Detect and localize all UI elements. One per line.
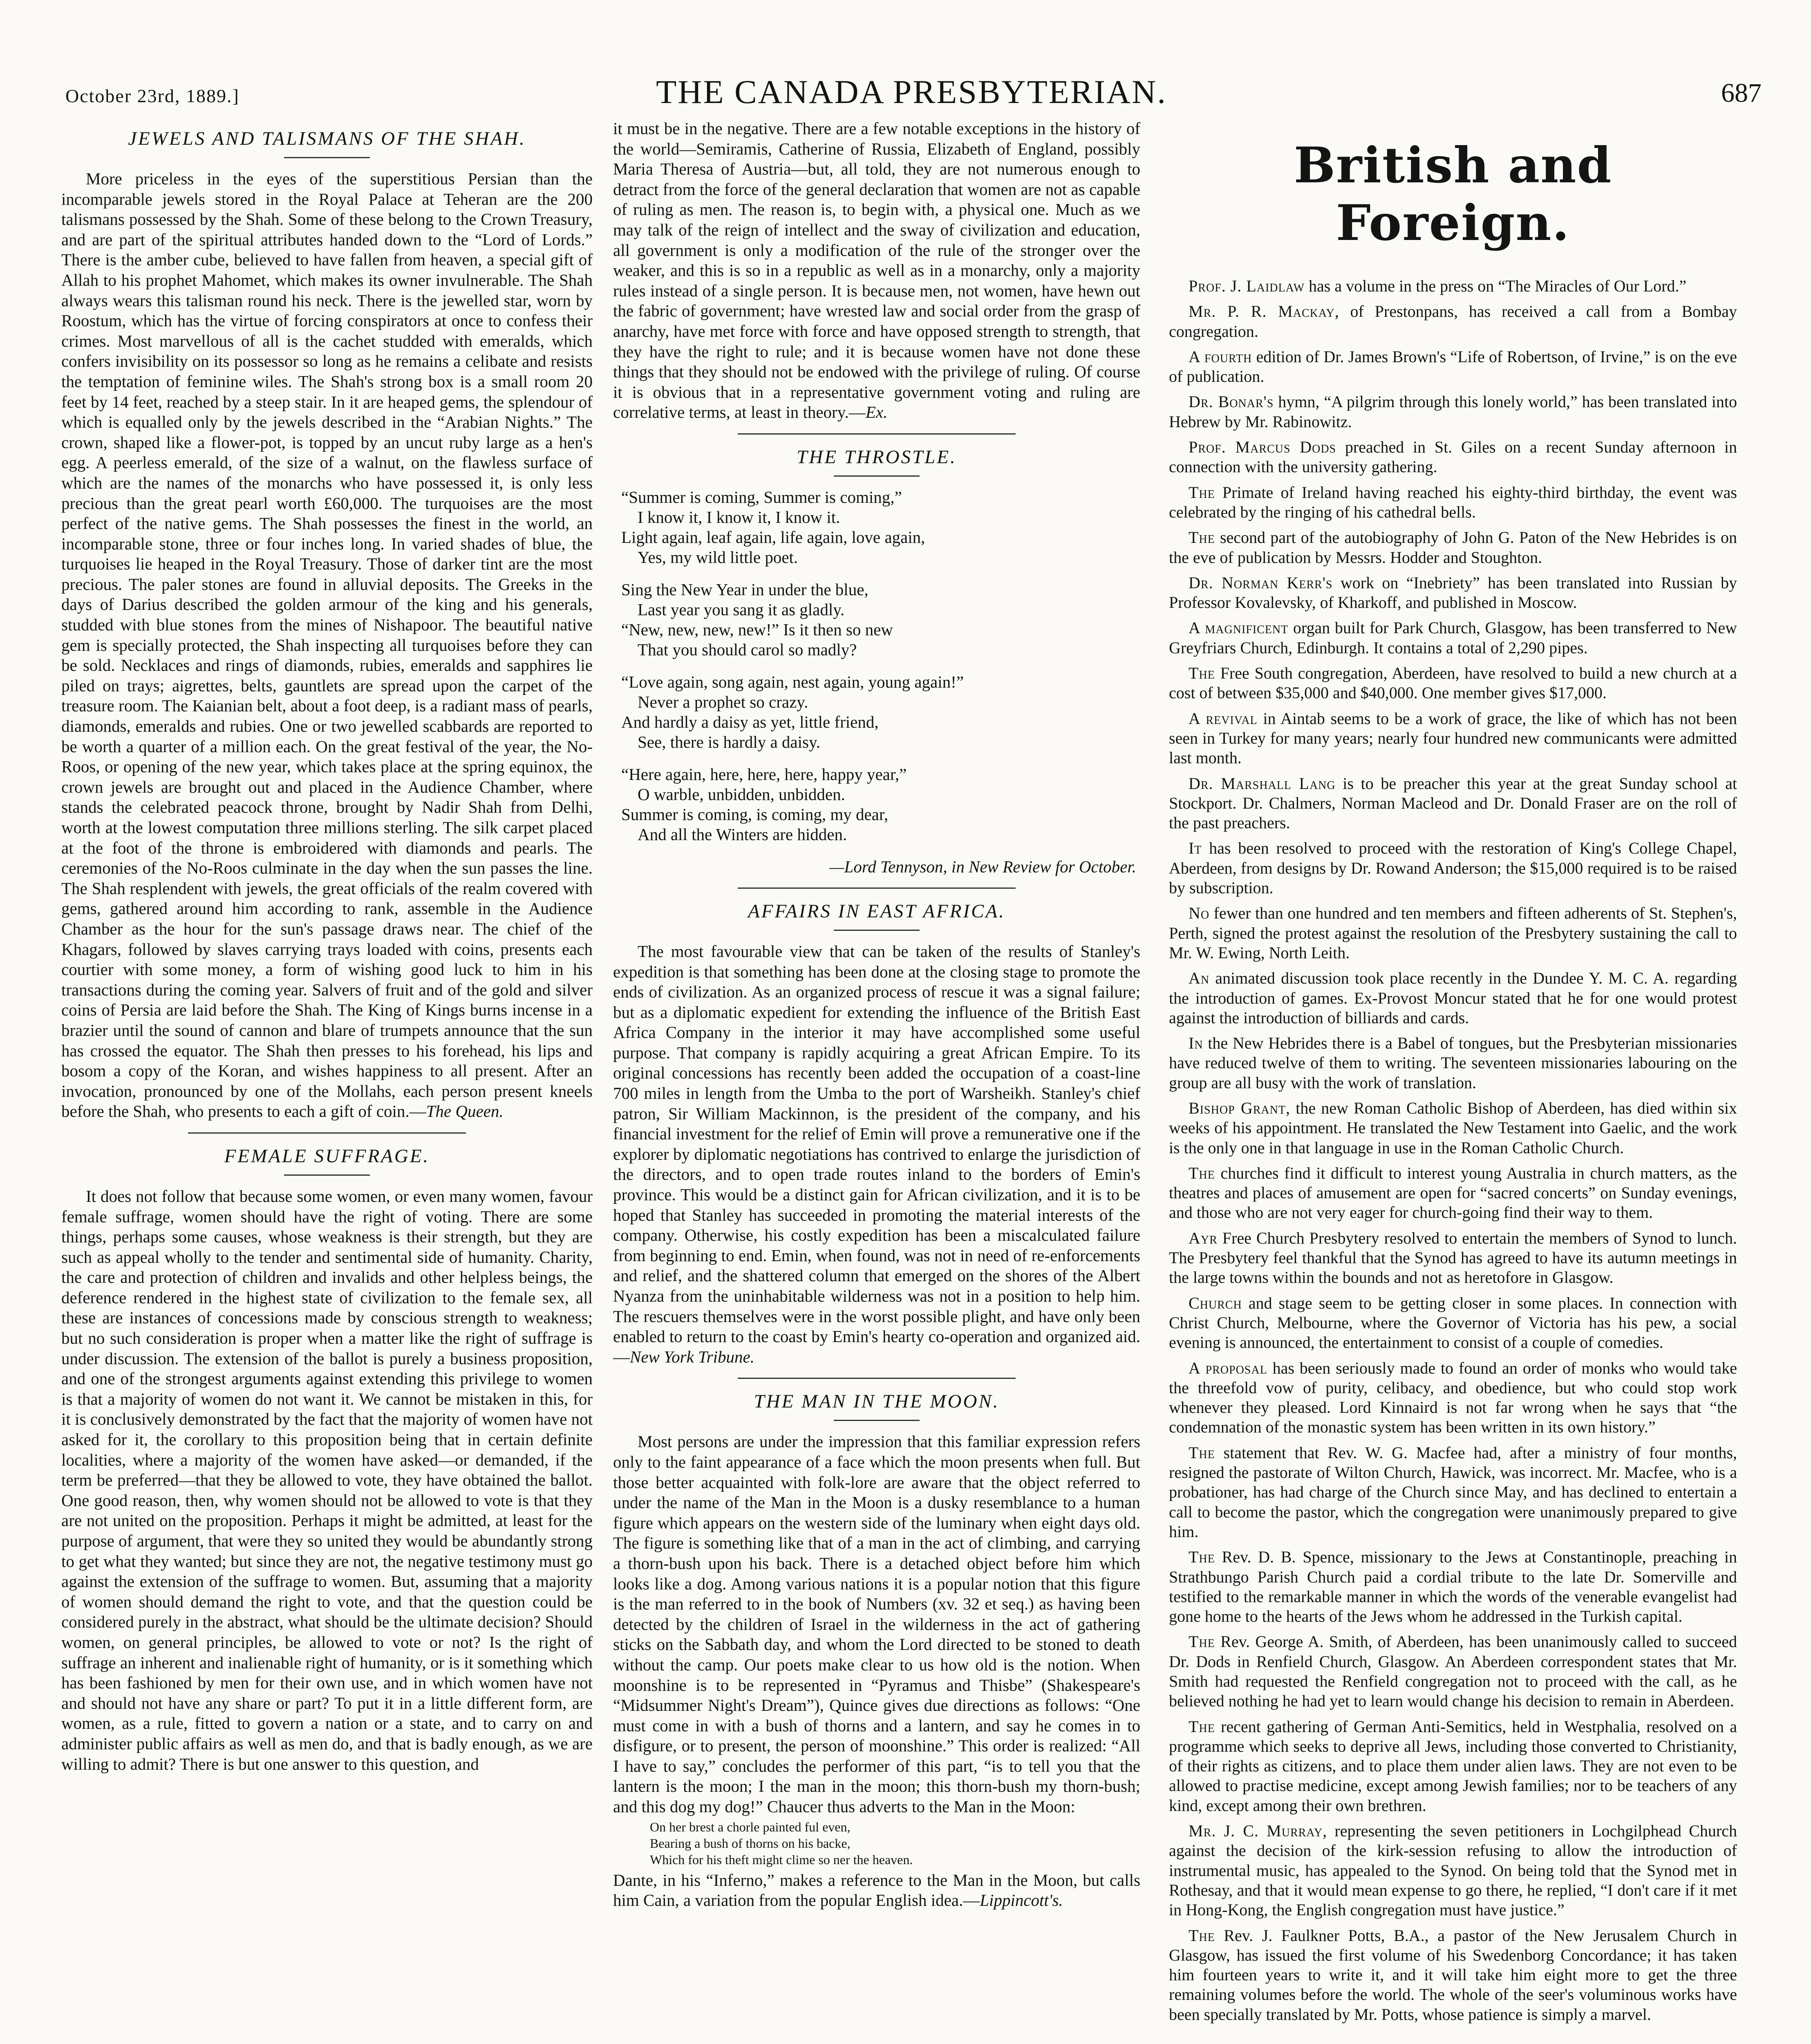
article-separator [188, 1132, 466, 1134]
poem-line: Light again, leaf again, life again, love again, [621, 527, 925, 547]
news-item-lead: The [1189, 1632, 1215, 1651]
news-item-text: statement that Rev. W. G. Macfee had, after a ministry of four months, resigned the pastorate of Wilton Church, Hawick, was incorrect. Mr. Macfee, who is a probationer, has had charge of the Church since May, and has declined to entertain a call to become the pastor, which the congregation were unanimously prepared to give him. [1169, 1443, 1737, 1541]
news-item [1169, 392, 1737, 432]
news-item-text: Free Church Presbytery resolved to entertain the members of Synod to lunch. The Presbytery feel thankful that the Synod has agreed to have its autumn meetings in the large towns within the bounds and not as heretofore in Glasgow. [1169, 1228, 1737, 1287]
poem-line: And hardly a daisy as yet, little friend, [621, 712, 879, 731]
poem-stanza [621, 580, 1140, 660]
poem-line: “Love again, song again, nest again, young again!” [621, 672, 964, 691]
news-item-lead: No [1189, 904, 1210, 923]
news-item-lead: The [1189, 1926, 1215, 1945]
news-item [1169, 1926, 1737, 2024]
poem-line: “Summer is coming, Summer is coming,” [621, 487, 902, 507]
moon-text-end: Dante, in his “Inferno,” makes a reference to the Man in the Moon, but calls him Cain, a variation from the popular English idea.— [613, 1870, 1140, 1910]
news-item-lead: An [1189, 969, 1210, 988]
poem-stanza [621, 672, 1140, 752]
news-item-lead: The [1189, 664, 1215, 683]
verse-line: Bearing a bush of thorns on his backe, [650, 1836, 851, 1851]
title-rule [834, 930, 920, 931]
news-item-lead: The [1189, 1548, 1215, 1567]
news-item [1169, 838, 1737, 898]
news-item [1169, 903, 1737, 963]
news-item-lead: Prof. J. Laidlaw [1189, 277, 1305, 295]
article-separator [738, 888, 1016, 889]
news-item [1169, 774, 1737, 833]
news-item-lead: Dr. Marshall Lang [1189, 774, 1336, 793]
news-item-text: churches find it difficult to interest young Australia in church matters, as the theatres and places of amusement are open for “sacred concerts” on Sunday evenings, and those who are not very eager for church-going find their way to them. [1169, 1163, 1737, 1222]
news-item [1169, 1098, 1737, 1158]
issue-date: October 23rd, 1889.] [65, 85, 240, 106]
jewels-text: More priceless in the eyes of the superstitious Persian than the incomparable jewels stored in the Royal Palace at Teheran are the 200 talismans possessed by the Shah. Some of these belong to the Crown Treasury, and are part of the spiritual attributes handed down to the “Lord of Lords.” There is the amber cube, believed to have fallen from heaven, a special gift of Allah to his prophet Mahomet, which makes its owner invulnerable. The Shah always wears this talisman round his neck. There is the jewelled star, worn by Roostum, which has the virtue of forcing conspirators at once to confess their crimes. Most marvellous of all is the cachet studded with emeralds, which confers invisibility on its possessor so long as he remains a celibate and resists the temptation of feminine wiles. The Shah's strong box is a small room 20 feet by 14 feet, reached by a steep stair. In it are heaped gems, the splendour of which is equalled only by the jewels described in the “Arabian Nights.” The crown, shaped like a flower-pot, is topped by an uncut ruby large as a hen's egg. A peerless emerald, of the size of a walnut, on the flawless surface of which are the names of the monarchs who have possessed it, is only less precious than the great pearl worth £60,000. The turquoises are the most perfect of the native gems. The Shah possesses the finest in the world, an incomparable stone, three or four inches long. In varied shades of blue, the turquoises lie heaped in the Royal Treasury. Those of darker tint are the most precious. The paler stones are found in alluvial deposits. The Greeks in the days of Darius described the golden armour of the king and his generals, studded with blue stones from the mines of Nishapoor. The beautiful native gem is specially protected, the Shah inspecting all turquoises before they can be sold. Necklaces and rings of diamonds, rubies, emeralds and sapphires lie piled on trays; aigrettes, belts, gauntlets are spread upon the carpet of the treasure room. The Kaianian belt, about a foot deep, is a radiant mass of pearls, diamonds, emeralds and rubies. One or two jewelled scabbards are reported to be worth a quarter of a million each. On the great festival of the year, the No-Roos, or opening of the new year, which takes place at the spring equinox, the crown jewels are brought out and placed in the Audience Chamber, where stands the celebrated peacock throne, brought by Nadir Shah from Delhi, worth at the lowest computation three millions sterling. The silk carpet placed at the foot of the throne is embroidered with diamonds and pearls. The ceremonies of the No-Roos culminate in the day when the sun passes the line. The Shah resplendent with jewels, the great officials of the realm covered with gems, gathered around him according to rank, assemble in the Audience Chamber as the hour for the sun's passage draws near. The chief of the Khagars, followed by slaves carrying trays loaded with coins, presents each courtier with some money, a form of wishing good luck to him in his transactions during the coming year. Salvers of fruit and of the gold and silver coins of Persia are laid before the Shah. The King of Kings burns incense in a brazier until the sound of cannon and blare of trumpets announce that the sun has crossed the equator. The Shah then presses to his forehead, his lips and bosom a copy of the Koran, and wishes happiness to all present. After an invocation, pronounced by one of the Mollahs, each person present kneels before the Shah, who presents to each a gift of coin.— [61, 169, 593, 1121]
news-item-text: work on “Inebriety” has been translated into Russian by Professor Kovalevsky, of Kharkoff, and published in Moscow. [1169, 573, 1737, 612]
news-item [1169, 1443, 1737, 1542]
news-item-text: Free South congregation, Aberdeen, have resolved to build a new church at a cost of between $35,000 and $40,000. One member gives $17,000. [1169, 664, 1737, 702]
article-body-moon: Most persons are under the impression that this familiar expression refers only to the faint appearance of a face which the moon presents when full. But those better acquainted with folk-lore are aware that the object referred to under the name of the Man in the Moon is a dusky resemblance to a human figure which appears on the western side of the luminary when eight days old. The figure is something like that of a man in the act of climbing, and carrying a thorn-bush upon his back. There is a detached object before him which looks like a dog. Among various nations it is a popular notion that this figure is the man referred to in the book of Numbers (xv. 32 et seq.) as having been detected by the children of Israel in the wilderness in the act of gathering sticks on the Sabbath day, and whom the Lord directed to be stoned to death without the camp. Our poets make clear to us how old is the notion. When moonshine is to be represented in “Pyramus and Thisbe” (Shakespeare's “Midsummer Night's Dream”), Quince gives due directions as follows: “One must come in with a bush of thorns and a lantern, and say he comes in to disfigure, or to present, the person of moonshine.” This order is realized: “All I have to say,” concludes the performer of this part, “is to tell you that the lantern is the moon; I the man in the moon; this thorn-bush my thorn-bush; and this dog my dog!” Chaucer thus adverts to the Man in the Moon: [613, 1432, 1140, 1816]
news-item [1169, 968, 1737, 1028]
news-item-lead: In [1189, 1034, 1203, 1053]
news-item-text: the New Hebrides there is a Babel of tongues, but the Presbyterian missionaries have reduced twelve of them to writing. The seventeen missionaries labouring on the group are all busy with the work of translation. [1169, 1034, 1737, 1092]
news-item [1169, 528, 1737, 567]
poem-line: I know it, I know it, I know it. [638, 507, 840, 527]
news-item-text: hymn, “A pilgrim through this lonely world,” has been translated into Hebrew by Mr. Rabinowitz. [1169, 392, 1737, 431]
poem-line: Never a prophet so crazy. [638, 692, 808, 711]
article-separator [738, 433, 1016, 435]
news-item [1169, 1717, 1737, 1815]
poem-line: That you should carol so madly? [638, 640, 857, 659]
news-item-lead: Bishop Grant, [1189, 1098, 1290, 1117]
news-item-text: Primate of Ireland having reached his eighty-third birthday, the event was celebrated by the ringing of his cathedral bells. [1169, 483, 1737, 521]
article-body-suffrage-continued [613, 119, 1140, 423]
news-item [1169, 1228, 1737, 1288]
news-item [1169, 347, 1737, 387]
news-item-text: has a volume in the press on “The Miracles of Our Lord.” [1305, 277, 1687, 295]
news-item-text: Rev. D. B. Spence, missionary to the Jews at Constantinople, preaching in Strathbungo Parish Church paid a cordial tribute to the late Dr. Somerville and testified to the remarkable manner in which the words of the venerable evangelist had gone home to the hearts of the Jews whom he addressed in the Turkish capital. [1169, 1548, 1737, 1626]
news-item [1169, 709, 1737, 768]
news-item-text: has been seriously made to found an order of monks who would take the threefold vow of purity, celibacy, and obedience, but who could stop work whenever they pleased. Lord Kinnaird is not far wrong when he says that “the condemnation of the monastic system has been written in its own history.” [1169, 1358, 1737, 1437]
news-item-lead: The [1189, 1443, 1215, 1462]
newspaper-title: THE CANADA PRESBYTERIAN. [656, 73, 1167, 110]
poem-line: Sing the New Year in under the blue, [621, 580, 869, 599]
poem-line: “Here again, here, here, here, happy year,” [621, 764, 907, 784]
news-item-text: animated discussion took place recently in the Dundee Y. M. C. A. regarding the introduction of games. Ex-Provost Moncur stated that he for one would protest against the introduction of billiards and cards. [1169, 969, 1737, 1027]
news-item-lead: The [1189, 1163, 1215, 1182]
news-item-lead: Mr. P. R. Mackay, [1189, 302, 1339, 321]
news-item [1169, 302, 1737, 341]
news-item-text: in Aintab seems to be a work of grace, the like of which has not been seen in Turkey for many years; nearly four hundred new communicants were admitted last month. [1169, 709, 1737, 767]
news-item [1169, 1632, 1737, 1711]
page-number: 687 [1721, 78, 1762, 108]
article-separator [738, 1378, 1016, 1379]
article-body-africa [613, 941, 1140, 1367]
article-title-throstle: THE THROSTLE. [797, 446, 957, 468]
news-item-lead: Mr. J. C. Murray, [1189, 1822, 1327, 1840]
news-item-lead: It [1189, 839, 1202, 858]
poem-line: And all the Winters are hidden. [638, 825, 847, 844]
article-title-moon: THE MAN IN THE MOON. [754, 1391, 1000, 1412]
poem-line: O warble, unbidden, unbidden. [638, 784, 845, 804]
news-item-text: has been resolved to proceed with the restoration of King's College Chapel, Aberdeen, from designs by Dr. Rowand Anderson; the $15,000 required is to be raised by subscription. [1169, 839, 1737, 897]
article-body-jewels [61, 169, 593, 1122]
news-item-text: fewer than one hundred and ten members and fifteen adherents of St. Stephen's, Perth, signed the protest against the resolution of the Presbytery sustaining the call to Mr. W. Ewing, North Leith. [1169, 904, 1737, 962]
news-item-text: Rev. J. Faulkner Potts, B.A., a pastor of the New Jerusalem Church in Glasgow, has issued the first volume of his Swedenborg Concordance; it has taken him fourteen years to write it, and it will take him eight more to get the three remaining volumes before the world. The whole of the seer's voluminous works have been specially translated by Mr. Potts, whose patience is simply a marvel. [1169, 1926, 1737, 2024]
article-title-jewels: JEWELS AND TALISMANS OF THE SHAH. [128, 128, 526, 149]
news-item-lead: The [1189, 1717, 1215, 1736]
news-item [1169, 573, 1737, 613]
news-item-text: the new Roman Catholic Bishop of Aberdeen, has died within six weeks of his appointment. He translated the New Testament into Gaelic, and the work is the only one in that language in use in the Roman Catholic Church. [1169, 1098, 1737, 1157]
news-item [1169, 1033, 1737, 1093]
news-item-lead: A proposal [1189, 1358, 1267, 1377]
poem-stanza [621, 764, 1140, 845]
column-right [1169, 119, 1737, 2044]
article-title-africa: AFFAIRS IN EAST AFRICA. [748, 900, 1005, 922]
poem-line: Summer is coming, is coming, my dear, [621, 805, 889, 824]
news-item-lead: Dr. Bonar's [1189, 392, 1274, 411]
news-item-lead: Dr. Norman Kerr's [1189, 573, 1333, 592]
news-items-list [1169, 276, 1737, 2024]
news-item-lead: The [1189, 528, 1215, 547]
news-item-text: recent gathering of German Anti-Semitics, held in Westphalia, resolved on a programme which seeks to deprive all Jews, including those converted to Christianity, of their rights as citizens, and to place them under alien laws. They are not even to be allowed to practise medicine, except among Jewish families; nor to be teachers of any kind, except among their own brethren. [1169, 1717, 1737, 1815]
poem-line: “New, new, new, new!” Is it then so new [621, 620, 893, 639]
news-item-text: representing the seven petitioners in Lochgilphead Church against the decision of the kirk-session refusing to allow the introduction of instrumental music, has appealed to the Synod. On being told that the Synod met in Rothesay, and that it would mean expense to go there, he replied, “I don't care if it met in Hong-Kong, the English congregation must have justice.” [1169, 1822, 1737, 1919]
africa-text: The most favourable view that can be taken of the results of Stanley's expedition is that something has been done at the closing stage to promote the ends of civilization. As an organized process of rescue it was a signal failure; but as a diplomatic expedient for extending the influence of the British East Africa Company in the interior it may have accomplished some useful purpose. That company is rapidly acquiring a great African Empire. To its original concessions has recently been added the occupation of a coast-line 700 miles in length from the Umba to the port of Warsheikh. Stanley's chief patron, Sir William Mackinnon, is the president of the company, and his financial investment for the relief of Emin will prove a remunerative one if the explorer by diplomatic negotiations has contrived to enlarge the jurisdiction of the directors, and to open trade routes inland to the borders of Emin's province. This would be a distinct gain for African civilization, and it is to be hoped that Stanley has succeeded in promoting the material interests of the company. Otherwise, his costly expedition has been a miscalculated failure from beginning to end. Emin, when found, was not in need of re-enforcements and relief, and the shattered column that emerged on the shores of the Albert Nyanza from the uninhabitable wilderness was not in a position to help him. The rescuers themselves were in the worst possible plight, and have only been enabled to return to the coast by Emin's hearty co-operation and organized aid.— [613, 941, 1140, 1366]
poem-throstle [621, 487, 1140, 877]
title-rule [284, 157, 370, 158]
poem-stanza [621, 487, 1140, 567]
news-item [1169, 483, 1737, 522]
news-item [1169, 276, 1737, 296]
suffrage-source: Ex. [865, 403, 888, 422]
news-item-lead: A fourth [1189, 347, 1252, 366]
news-item [1169, 618, 1737, 658]
poem-line: Last year you sang it as gladly. [638, 600, 845, 619]
news-item-text: second part of the autobiography of John G. Paton of the New Hebrides is on the eve of publication by Messrs. Hodder and Stoughton. [1169, 528, 1737, 567]
poem-line: See, there is hardly a daisy. [638, 732, 821, 751]
news-item-lead: Ayr [1189, 1228, 1218, 1247]
news-item-text: Rev. George A. Smith, of Aberdeen, has been unanimously called to succeed Dr. Dods in Renfield Church, Glasgow. An Aberdeen correspondent states that Mr. Smith had requested the Renfield congregation not to proceed with the call, as he believed nothing he had yet to learn would change his decision to remain in Aberdeen. [1169, 1632, 1737, 1710]
jewels-source: The Queen. [426, 1102, 504, 1121]
poem-attribution: —Lord Tennyson, in New Review for October. [829, 857, 1136, 876]
title-rule [284, 1174, 370, 1176]
news-item-lead: A revival [1189, 709, 1258, 728]
news-item-text: and stage seem to be getting closer in some places. In connection with Christ Church, Melbourne, where the Governor of Victoria has his pew, a social evening is announced, the entertainment to consist of a couple of comedies. [1169, 1293, 1737, 1352]
verse-line: Which for his theft might clime so ner the heaven. [650, 1852, 913, 1867]
article-body-moon-end [613, 1870, 1140, 1911]
news-item-lead: A magnificent [1189, 619, 1289, 637]
chaucer-verse [650, 1819, 1140, 1868]
article-title-suffrage: FEMALE SUFFRAGE. [224, 1145, 430, 1167]
title-rule [834, 1420, 920, 1421]
suffrage-cont-text: it must be in the negative. There are a few notable exceptions in the history of the world—Semiramis, Catherine of Russia, Elizabeth of England, possibly Maria Theresa of Austria—but, all told, they are not numerous enough to detract from the force of the general declaration that women are not as capable of ruling as men. The reason is, to begin with, a physical one. Much as we may talk of the reign of intellect and the sway of civilization and education, all government is only a modification of the rule of the stronger over the weaker, and this is so in a republic as well as in a monarchy, only a majority rules instead of a single person. It is because men, not women, have hewn out the fabric of government; have wrested law and social order from the grasp of anarchy, have met force with force and have opposed strength to strength, that they have the right to rule; and it is because women have not done these things that they should not be endowed with the privilege of ruling. Of course it is obvious that in a representative government voting and ruling are correlative terms, at least in theory.— [613, 119, 1140, 422]
africa-source: New York Tribune. [630, 1347, 754, 1366]
news-item [1169, 663, 1737, 703]
news-item [1169, 1163, 1737, 1223]
column-left [61, 119, 593, 2044]
masthead [61, 69, 1762, 119]
news-item-text: organ built for Park Church, Glasgow, has been transferred to New Greyfriars Church, Edinburgh. It contains a total of 2,290 pipes. [1169, 619, 1737, 657]
moon-source: Lippincott's. [980, 1891, 1063, 1910]
news-item [1169, 437, 1737, 477]
news-item-text: of Prestonpans, has received a call from a Bombay congregation. [1169, 302, 1737, 341]
news-item [1169, 1358, 1737, 1437]
news-item-lead: The [1189, 483, 1215, 502]
news-item-lead: Prof. Marcus Dods [1189, 438, 1336, 457]
verse-line: On her brest a chorle painted ful even, [650, 1819, 851, 1834]
news-item-lead: Church [1189, 1293, 1242, 1312]
news-item-text: preached in St. Giles on a recent Sunday afternoon in connection with the university gathering. [1169, 438, 1737, 476]
section-title-british-foreign: British and Foreign. [1294, 137, 1612, 252]
news-item-text: is to be preacher this year at the great Sunday school at Stockport. Dr. Chalmers, Norman Macleod and Dr. Donald Fraser are on the roll of the past preachers. [1169, 774, 1737, 832]
poem-line: Yes, my wild little poet. [638, 547, 798, 567]
column-middle [613, 119, 1140, 2044]
news-item [1169, 1547, 1737, 1626]
news-item [1169, 1821, 1737, 1920]
article-body-suffrage: It does not follow that because some women, or even many women, favour female suffrage, women should have the right of voting. There are some things, perhaps some causes, whose weakness is their strength, but they are such as appeal wholly to the tender and sentimental side of humanity. Charity, the care and protection of children and invalids and other helpless beings, the deference rendered in the highest state of civilization to the female sex, all these are instances of concessions made by conscious strength to weakness; but no such consideration is proper when a matter like the right of suffrage is under discussion. The extension of the ballot is purely a business proposition, and one of the strongest arguments against extending this privilege to women is that a majority of women do not want it. We cannot be mistaken in this, for it is conclusively demonstrated by the fact that the majority of women have not asked for it, the corollary to this proposition being that in certain definite localities, where a majority of the women have asked—or demanded, if the term be preferred—that they be allowed to vote, they have obtained the ballot. One good reason, then, why women should not be allowed to vote is that they are not united on the proposition. Perhaps it might be admitted, at least for the purpose of argument, that were they so united they would be abundantly strong to get what they wanted; but since they are not, the negative testimony must go against the extension of the suffrage to women. But, assuming that a majority of women should demand the right to vote, and that the question could be considered purely in the abstract, what should be the ultimate decision? Should women, on general principles, be allowed to vote or not? Is the right of suffrage an inherent and inalienable right of humanity, or is it something which has been fashioned by men for their own use, and in which women have not and should not have any share or part? To put it in a little different form, are women, as a rule, fitted to govern a nation or a state, and to carry on and administer public affairs as well as men do, and that is badly enough, as we are willing to admit? There is but one answer to this question, and [61, 1186, 593, 1773]
title-rule [834, 475, 920, 477]
news-item-text: edition of Dr. James Brown's “Life of Robertson, of Irvine,” is on the eve of publication. [1169, 347, 1737, 386]
news-item [1169, 1293, 1737, 1353]
